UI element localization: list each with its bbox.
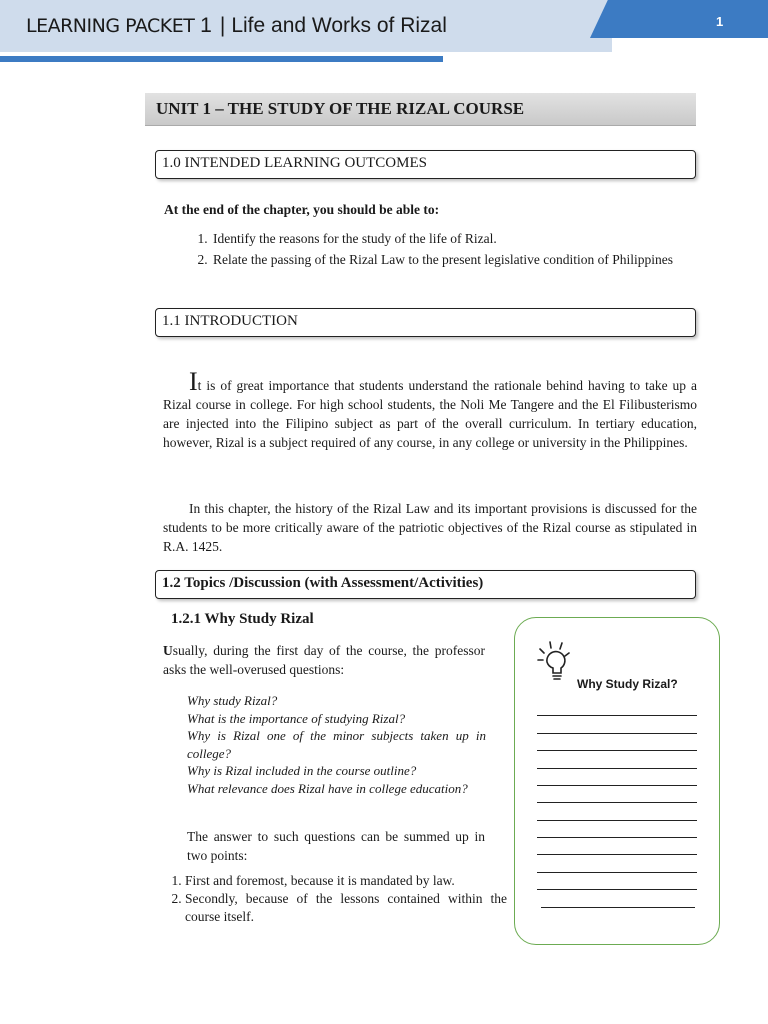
writing-line[interactable] — [537, 733, 697, 734]
section-heading-text: 1.0 INTENDED LEARNING OUTCOMES — [162, 155, 427, 171]
paragraph-text: sually, during the first day of the course, the professor asks the well-overused questions: — [163, 643, 485, 677]
why-study-card — [514, 617, 720, 945]
list-item: 2. Relate the passing of the Rizal Law to the present legislative condition of Philippines — [211, 249, 721, 270]
writing-line[interactable] — [537, 768, 697, 769]
section-heading-topics — [155, 570, 696, 599]
intro-paragraph-1 — [163, 367, 697, 452]
writing-line[interactable] — [537, 837, 697, 838]
writing-line[interactable] — [537, 802, 697, 803]
section-heading-outcomes — [155, 150, 696, 179]
paragraph-text: t is of great importance that students understand the rationale behind having to take up a Rizal course in college. For high school students, the Noli Me Tangere and the El Filibusterismo are injected into the Filipino subject as part of the overall curriculum. In tertiary education, however, Rizal is a subject required of any course, in any college or university in the Philippines. — [163, 378, 697, 450]
unit-title: UNIT 1 – THE STUDY OF THE RIZAL COURSE — [156, 99, 525, 118]
writing-line[interactable] — [537, 715, 697, 716]
list-item: Why is Rizal included in the course outline? — [187, 763, 417, 778]
list-item: What relevance does Rizal have in college education? — [187, 780, 468, 796]
section-heading-intro — [155, 308, 696, 337]
header-accent — [590, 0, 768, 38]
list-item: Why is Rizal one of the minor subjects taken up in college? — [187, 728, 486, 761]
packet-number: 1 — [200, 14, 212, 37]
writing-line[interactable] — [541, 907, 695, 908]
subsection-title: 1.2.1 Why Study Rizal — [171, 611, 314, 627]
outcomes-lead: At the end of the chapter, you should be able to: — [164, 202, 440, 217]
points-list — [163, 872, 507, 926]
list-item: 2. Secondly, because of the lessons contained within the course itself. — [185, 890, 507, 926]
section-heading-text: 1.2 Topics /Discussion (with Assessment/Activities) — [162, 575, 484, 591]
writing-line[interactable] — [537, 889, 697, 890]
writing-line[interactable] — [537, 785, 697, 786]
writing-line[interactable] — [537, 820, 697, 821]
intro-paragraph-2: In this chapter, the history of the Rizal Law and its important provisions is discussed for the students to be more critically aware of the patriotic objectives of the Rizal course as stipulated in R.A. 1425. — [163, 501, 697, 554]
page-number: 1 — [716, 14, 724, 29]
drop-cap: U — [163, 643, 173, 658]
packet-label: LEARNING PACKET — [26, 15, 195, 37]
course-title: Life and Works of Rizal — [231, 14, 447, 37]
writing-line[interactable] — [537, 872, 697, 873]
unit-banner — [145, 93, 696, 126]
topics-paragraph-1 — [163, 641, 485, 679]
header-title: LEARNING PACKET 1 | Life and Works of Rizal — [26, 14, 447, 37]
card-title: Why Study Rizal? — [577, 677, 678, 691]
lightbulb-icon — [537, 640, 571, 686]
header-underline — [0, 56, 443, 62]
drop-cap: I — [189, 367, 198, 396]
writing-line[interactable] — [537, 854, 697, 855]
list-item: 1. Identify the reasons for the study of the life of Rizal. — [211, 228, 721, 249]
list-item: Why study Rizal? — [187, 693, 278, 708]
questions-list — [187, 692, 486, 797]
topics-paragraph-2: The answer to such questions can be summed up in two points: — [187, 829, 485, 863]
list-item: 1. First and foremost, because it is mandated by law. — [185, 872, 507, 890]
writing-line[interactable] — [537, 750, 697, 751]
outcomes-list — [186, 228, 721, 270]
list-item: What is the importance of studying Rizal? — [187, 710, 406, 726]
section-heading-text: 1.1 INTRODUCTION — [162, 313, 298, 329]
